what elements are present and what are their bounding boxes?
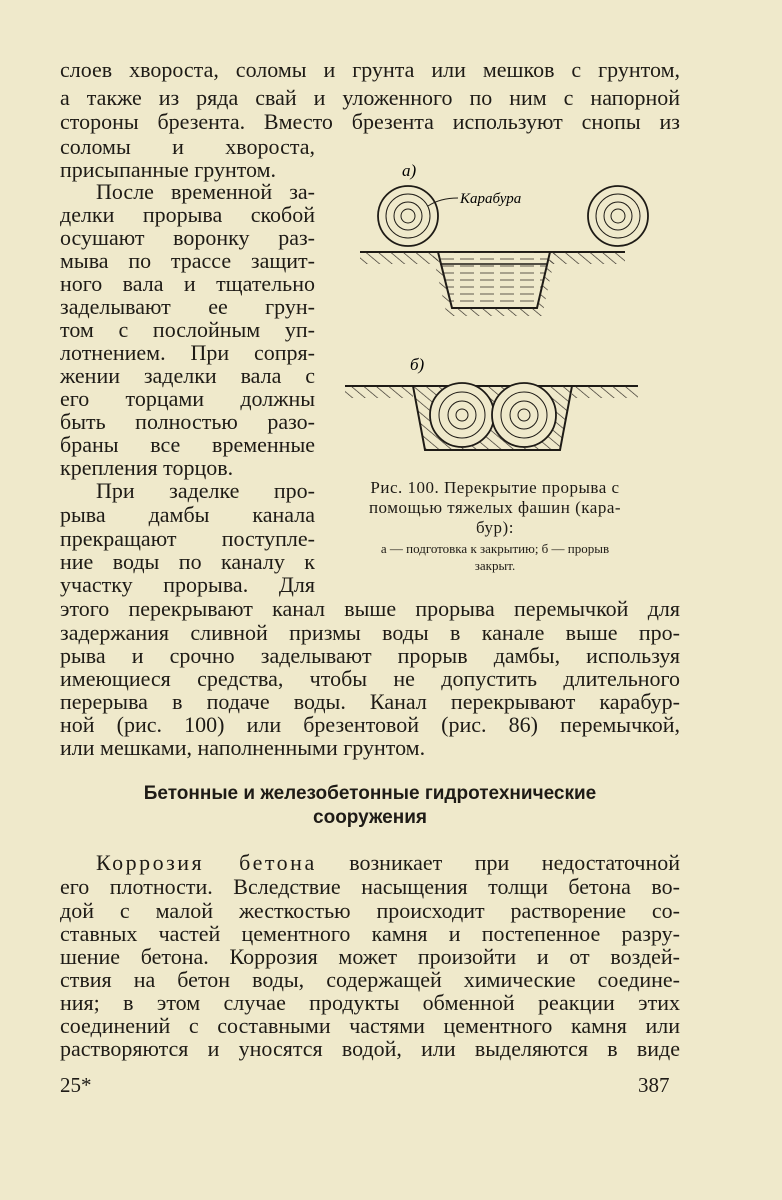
figure-legend-line: а — подготовка к закрытию; б — прорыв xyxy=(380,541,610,556)
text-line: осушают воронку раз- xyxy=(60,225,315,250)
text-line: или мешками, наполненными грунтом. xyxy=(60,735,426,760)
figure-caption-line: помощью тяжелых фашин (кара- xyxy=(368,498,622,517)
section-heading: Бетонные и железобетонные гидротехнические xyxy=(143,783,597,804)
text-line: ствия на бетон воды, содержащей химические соедине- xyxy=(60,967,680,992)
spaced-term: Коррозия бетона xyxy=(96,850,317,875)
text-line: лотнением. При сопря- xyxy=(60,340,315,365)
section-heading: сооружения xyxy=(313,807,427,828)
figure-caption-line: бур): xyxy=(476,518,514,537)
text-line: рыва дамбы канала xyxy=(60,502,315,527)
ground-hatch-left-a xyxy=(360,252,438,264)
figure-100-fascine-closure xyxy=(340,158,650,478)
text-line: этого перекрывают канал выше прорыва перемычкой для xyxy=(60,596,680,621)
fascine-left-b xyxy=(430,383,494,447)
text-line: а также из ряда свай и уложенного по ним с напорной xyxy=(60,85,680,110)
text-line: присыпанные грунтом. xyxy=(60,157,277,182)
fascine-left-a xyxy=(378,186,438,246)
canal-water-a xyxy=(438,252,550,308)
text-line: слоев хвороста, соломы и грунта или мешков с грунтом, xyxy=(60,57,680,82)
page-number: 387 xyxy=(638,1073,670,1097)
text-line: рыва и срочно заделывают прорыв дамбы, используя xyxy=(60,643,680,668)
text-line: мыва по трассе защит- xyxy=(60,248,315,273)
text-line: После временной за- xyxy=(96,179,315,204)
text-line: ного вала и тщательно xyxy=(60,271,315,296)
text-line: соломы и хвороста, xyxy=(60,134,315,159)
text-line: заделывают ее грун- xyxy=(60,294,315,319)
text-line: делки прорыва скобой xyxy=(60,202,315,227)
text-line: его торцами должны xyxy=(60,386,315,411)
callout-label: Карабура xyxy=(460,191,522,207)
text-line: шение бетона. Коррозия может произойти и от воздей- xyxy=(60,944,680,969)
text-line: участку прорыва. Для xyxy=(60,572,315,597)
text-line: прекращают поступле- xyxy=(60,526,315,551)
text-line: имеющиеся средства, чтобы не допустить длительного xyxy=(60,666,680,691)
signature-mark: 25* xyxy=(60,1073,92,1097)
text-line xyxy=(96,851,680,875)
text-line: дой с малой жесткостью происходит растворение со- xyxy=(60,898,680,923)
ground-hatch-right-a xyxy=(550,252,625,264)
figure-label-b: б) xyxy=(410,355,425,374)
text-line: том с послойным уп- xyxy=(60,317,315,342)
figure-caption-line: Рис. 100. Перекрытие прорыва с xyxy=(370,478,620,497)
fascine-right-a xyxy=(588,186,648,246)
figure-label-a: а) xyxy=(402,161,417,180)
text-line: ния; в этом случае продукты обменной реакции этих xyxy=(60,990,680,1015)
text-line: При заделке про- xyxy=(96,478,315,503)
fascine-right-b xyxy=(492,383,556,447)
figure-legend-line: закрыт. xyxy=(474,558,516,573)
ground-hatch-right-b xyxy=(572,386,638,398)
text-line: стороны брезента. Вместо брезента используют снопы из xyxy=(60,109,680,134)
text-line: ной (рис. 100) или брезентовой (рис. 86) перемычкой, xyxy=(60,712,680,737)
text-line: ставных частей цементного камня и постепенное разру- xyxy=(60,921,680,946)
text-span: возникает при недостаточной xyxy=(316,850,680,875)
text-line: растворяются и уносятся водой, или выделяются в виде xyxy=(60,1036,680,1061)
ground-hatch-left-b xyxy=(345,386,413,398)
text-line: быть полностью разо- xyxy=(60,409,315,434)
text-line: перерыва в подаче воды. Канал перекрывают карабур- xyxy=(60,689,680,714)
text-line: ние воды по каналу к xyxy=(60,549,315,574)
text-line: жении заделки вала с xyxy=(60,363,315,388)
text-line: браны все временные xyxy=(60,432,315,457)
text-line: крепления торцов. xyxy=(60,455,234,480)
text-line: задержания сливной призмы воды в канале выше про- xyxy=(60,620,680,645)
text-line: соединений с составными частями цементного камня или xyxy=(60,1013,680,1038)
text-line: его плотности. Вследствие насыщения толщи бетона во- xyxy=(60,874,680,899)
